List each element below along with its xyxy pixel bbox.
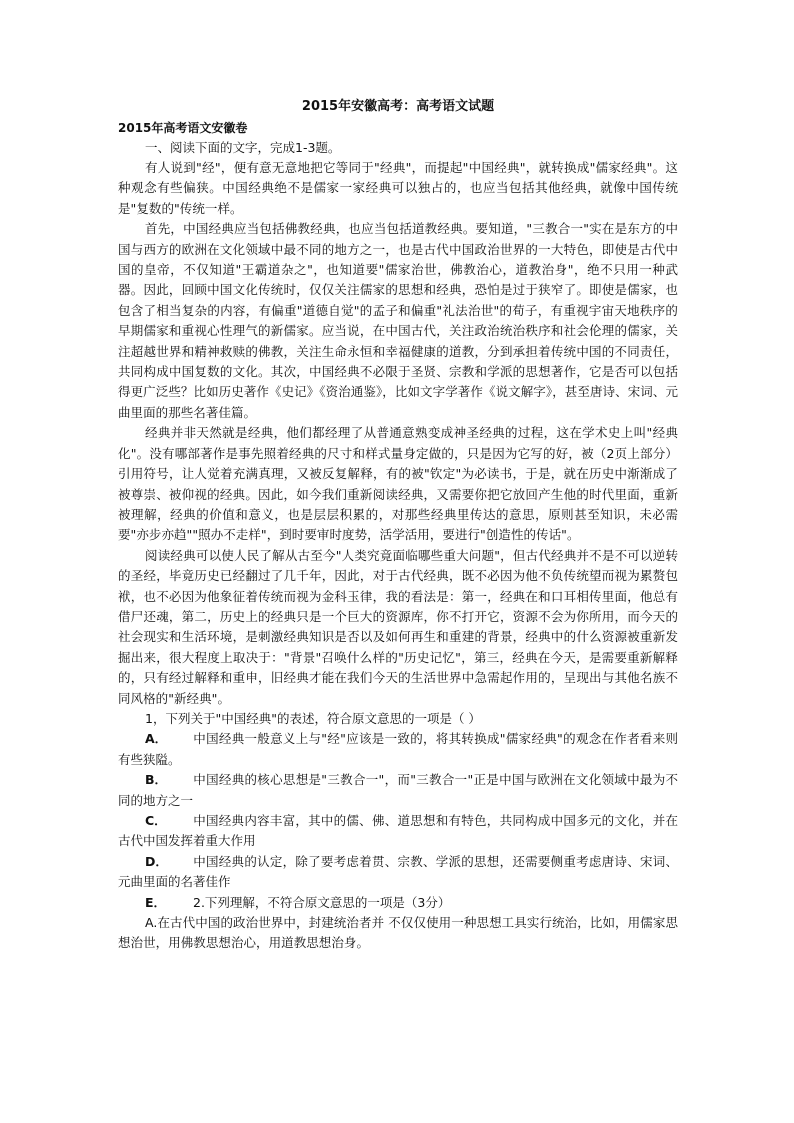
paragraph-3: 经典并非天然就是经典，他们都经理了从普通意熟变成神圣经典的过程，这在学术史上叫"经典化"。没有哪部著作是事先照着经典的尺寸和样式量身定做的，只是因为它写的好，被（2页上部分）引用符号，让人觉着充满真理，又被反复解释，有的被"钦定"为必读书，于是，就在历史中渐渐成了被尊崇、被仰视的经典。因此，如今我们重新阅读经典，又需要你把它放回产生他的时代里面，重新被理解，经典的价值和意义，也是层层积累的，对那些经典里传达的意思，原则甚至知识，未必需要"亦步亦趋""照办不走样"，到时要审时度势，活学活用，要进行"创造性的传话"。 bbox=[118, 425, 678, 543]
paragraph-1: 有人说到"经"，便有意无意地把它等同于"经典"，而提起"中国经典"，就转换成"儒家经典"。这种观念有些偏狭。中国经典绝不是儒家一家经典可以独占的，也应当包括其他经典，就像中国传统是"复数的"传统一样。 bbox=[118, 160, 678, 216]
option-text: 中国经典的认定，除了要考虑着贯、宗教、学派的思想，还需要侧重考虑唐诗、宋词、元曲里面的名著佳作 bbox=[118, 853, 678, 890]
option-text: 中国经典一般意义上与"经"应该是一致的，将其转换成"儒家经典"的观念在作者看来则有些狭隘。 bbox=[118, 731, 678, 767]
option-c bbox=[118, 811, 678, 852]
question-2-text: 2.下列理解，不符合原文意思的一项是（3分） bbox=[193, 894, 451, 910]
exam-subtitle: 2015年高考语文安徽卷 bbox=[118, 121, 248, 135]
option-letter: C． bbox=[145, 813, 167, 828]
option-letter: E． bbox=[145, 894, 167, 910]
option-a bbox=[118, 729, 678, 770]
option-b bbox=[118, 770, 678, 811]
question-2-option-a: A.在古代中国的政治世界中，封建统治者并 不仅仅使用一种思想工具实行统治，比如，用儒家思想治世，用佛教思想治心，用道教思想治身。 bbox=[118, 915, 678, 951]
option-d bbox=[118, 852, 678, 893]
option-letter: D． bbox=[145, 853, 168, 869]
paragraph-4: 阅读经典可以使人民了解从古至今"人类究竟面临哪些重大问题"，但古代经典并不是不可以逆转的圣经，毕竟历史已经翻过了几千年，因此，对于古代经典，既不必因为他不负传统望而视为累赘包袱，也不必因为他象征着传统而视为金科玉律，我的看法是：第一，经典在和口耳相传里面，他总有借尸还魂，第二，历史上的经典只是一个巨大的资源库，你不打开它，资源不会为你所用，而今天的社会现实和生活环境，是刺激经典知识是否以及如何再生和重建的背景，经典中的什么资源被重新发掘出来，很大程度上取决于："背景"召唤什么样的"历史记忆"，第三，经典在今天，是需要重新解释的，只有经过解释和重申，旧经典才能在我们今天的生活世界中急需起作用的，呈现出与其他名族不同风格的"新经典"。 bbox=[118, 547, 678, 706]
option-text: 中国经典的核心思想是"三教合一"，而"三教合一"正是中国与欧洲在文化领域中最为不同的地方之一 bbox=[118, 772, 678, 808]
option-letter: A． bbox=[145, 731, 168, 747]
option-letter: B． bbox=[145, 772, 168, 788]
document-page bbox=[118, 96, 678, 954]
section-heading: 一、阅读下面的文字，完成1-3题。 bbox=[145, 140, 341, 155]
option-text: 中国经典内容丰富，其中的儒、佛、道思想和有特色，共同构成中国多元的文化，并在古代中国发挥着重大作用 bbox=[118, 813, 678, 849]
document-title: 2015年安徽高考：高考语文试题 bbox=[301, 99, 495, 114]
question-2 bbox=[118, 893, 678, 913]
paragraph-2: 首先，中国经典应当包括佛教经典，也应当包括道教经典。要知道，"三教合一"实在是东方的中国与西方的欧洲在文化领域中最不同的地方之一，也是古代中国政治世界的一大特色，即使是古代中国的皇帝，不仅知道"王霸道杂之"，也知道要"儒家治世，佛教治心，道教治身"，绝不只用一种武器。因此，回顾中国文化传统时，仅仅关注儒家的思想和经典，恐怕是过于狭窄了。即使是儒家，也包含了相当复杂的内容，有偏重"道德自觉"的孟子和偏重"礼法治世"的荀子，有重视宇宙天地秩序的早期儒家和重视心性理气的新儒家。应当说，在中国古代，关注政治统治秩序和社会伦理的儒家，关注超越世界和精神救赎的佛教，关注生命永恒和幸福健康的道教，分到承担着传统中国的不同责任，共同构成中国复数的文化。其次，中国经典不必限于圣贤、宗教和学派的思想著作，它是否可以包括得更广泛些？比如历史著作《史记》《资治通鉴》，比如文字学著作《说文解字》，甚至唐诗、宋词、元曲里面的那些名著佳篇。 bbox=[118, 221, 678, 420]
question-1: 1，下列关于"中国经典"的表述，符合原文意思的一项是（ ） bbox=[145, 710, 481, 726]
